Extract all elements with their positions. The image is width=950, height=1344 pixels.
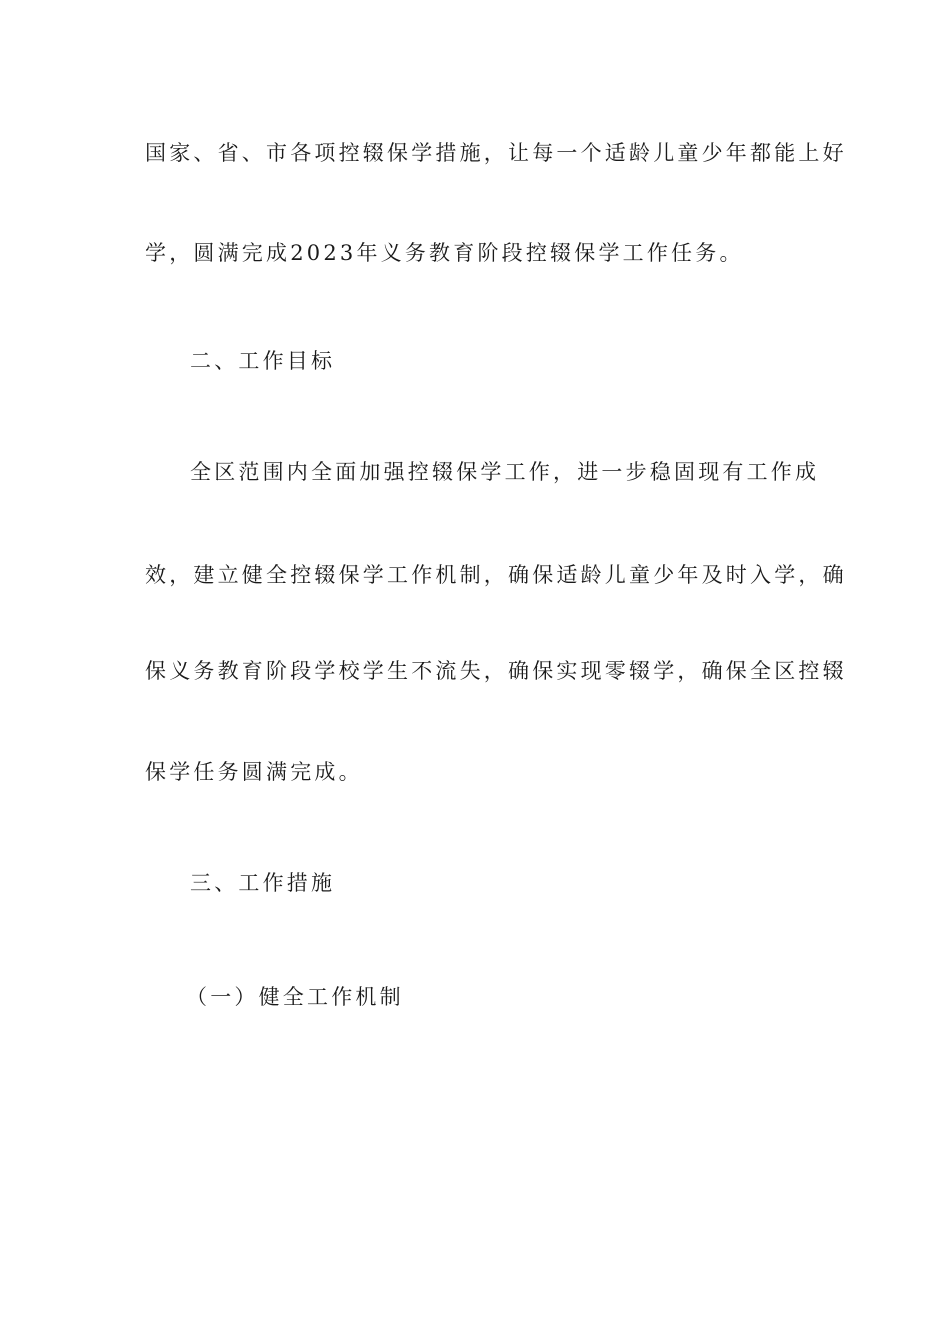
paragraph-line-3: 全区范围内全面加强控辍保学工作，进一步稳固现有工作成 bbox=[190, 460, 820, 484]
paragraph-line-6: 保学任务圆满完成。 bbox=[145, 760, 363, 784]
paragraph-line-4: 效，建立健全控辍保学工作机制，确保适龄儿童少年及时入学，确 bbox=[145, 563, 847, 587]
paragraph-line-1: 国家、省、市各项控辍保学措施，让每一个适龄儿童少年都能上好 bbox=[145, 141, 847, 165]
subsection-heading-mechanism: （一）健全工作机制 bbox=[186, 985, 404, 1009]
paragraph-line-5: 保义务教育阶段学校学生不流失，确保实现零辍学，确保全区控辍 bbox=[145, 659, 847, 683]
paragraph-line-2: 学，圆满完成2023年义务教育阶段控辍保学工作任务。 bbox=[145, 241, 744, 265]
section-heading-goals: 二、工作目标 bbox=[190, 349, 336, 373]
section-heading-measures: 三、工作措施 bbox=[190, 871, 336, 895]
